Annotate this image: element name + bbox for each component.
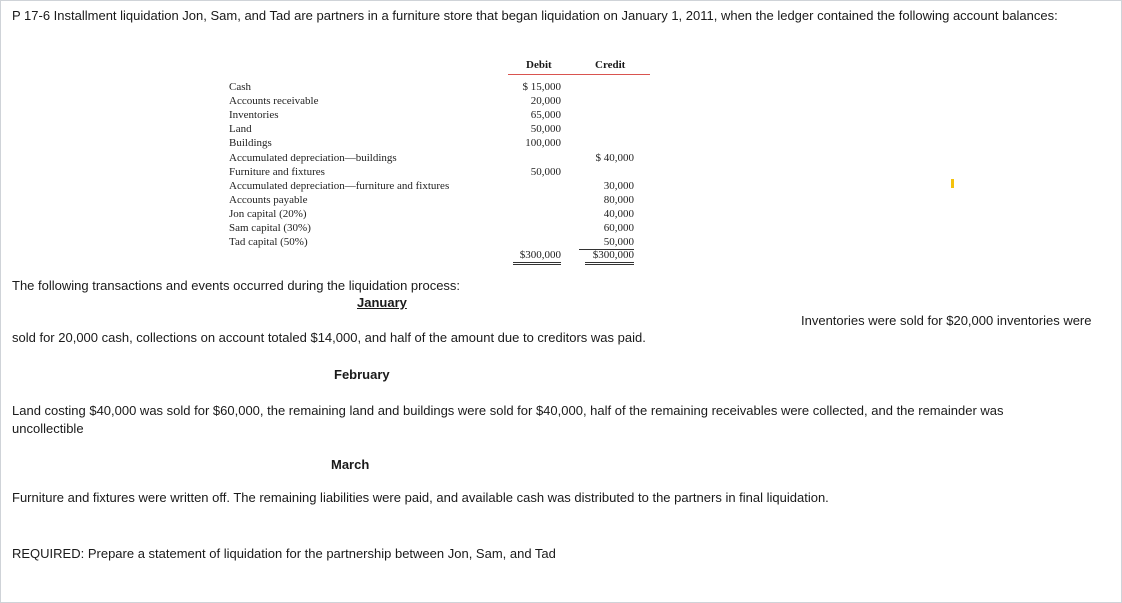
march-heading: March: [331, 457, 370, 472]
february-heading: February: [334, 367, 390, 382]
january-heading: January: [357, 295, 407, 310]
debit-header: Debit: [526, 59, 552, 71]
ledger-debit: 100,000: [525, 137, 561, 149]
ledger-credit: 40,000: [603, 208, 634, 220]
ledger-credit: 60,000: [603, 222, 634, 234]
february-text-line2: uncollectible: [12, 421, 84, 436]
february-text-line1: Land costing $40,000 was sold for $60,000, the remaining land and buildings were sold for $40,000, half of the remaining receivables were collected, and the remainder was: [12, 403, 1004, 418]
january-text: sold for 20,000 cash, collections on account totaled $14,000, and half of the amount due to creditors was paid.: [12, 330, 646, 345]
ledger-credit: 50,000: [579, 236, 634, 250]
ledger-credit: $ 40,000: [595, 152, 634, 164]
ledger-debit: $ 15,000: [522, 81, 561, 93]
problem-header: P 17-6 Installment liquidation Jon, Sam, and Tad are partners in a furniture store that began liquidation on January 1, 2011, when the ledger contained the following account balances:: [12, 8, 1058, 23]
january-right-text: Inventories were sold for $20,000 inventories were: [801, 313, 1092, 328]
ledger-credit: 30,000: [603, 180, 634, 192]
ledger-debit: 20,000: [530, 95, 561, 107]
ledger-account: Accounts receivable: [229, 95, 319, 107]
ledger-account: Accumulated depreciation—buildings: [229, 152, 397, 164]
ledger-debit: 65,000: [530, 109, 561, 121]
ledger-account: Jon capital (20%): [229, 208, 307, 220]
ledger-account: Furniture and fixtures: [229, 166, 325, 178]
ledger-debit: 50,000: [530, 166, 561, 178]
ledger-debit: 50,000: [530, 123, 561, 135]
march-text: Furniture and fixtures were written off. The remaining liabilities were paid, and available cash was distributed to the partners in final liquidation.: [12, 490, 829, 505]
total-debit: $300,000: [513, 249, 561, 265]
ledger-account: Accumulated depreciation—furniture and fixtures: [229, 180, 450, 192]
ledger-account: Cash: [229, 81, 251, 93]
total-credit: $300,000: [585, 249, 634, 265]
ledger-account: Sam capital (30%): [229, 222, 311, 234]
ledger-credit: 80,000: [603, 194, 634, 206]
ledger-account: Buildings: [229, 137, 272, 149]
ledger-account: Tad capital (50%): [229, 236, 308, 248]
ledger-account: Inventories: [229, 109, 279, 121]
credit-header: Credit: [595, 59, 626, 71]
required-text: REQUIRED: Prepare a statement of liquidation for the partnership between Jon, Sam, and Tad: [12, 546, 556, 561]
header-rule: [508, 74, 650, 75]
text-cursor-marker: [951, 179, 954, 188]
ledger-account: Land: [229, 123, 252, 135]
ledger-account: Accounts payable: [229, 194, 308, 206]
intro-text: The following transactions and events occurred during the liquidation process:: [12, 278, 461, 293]
